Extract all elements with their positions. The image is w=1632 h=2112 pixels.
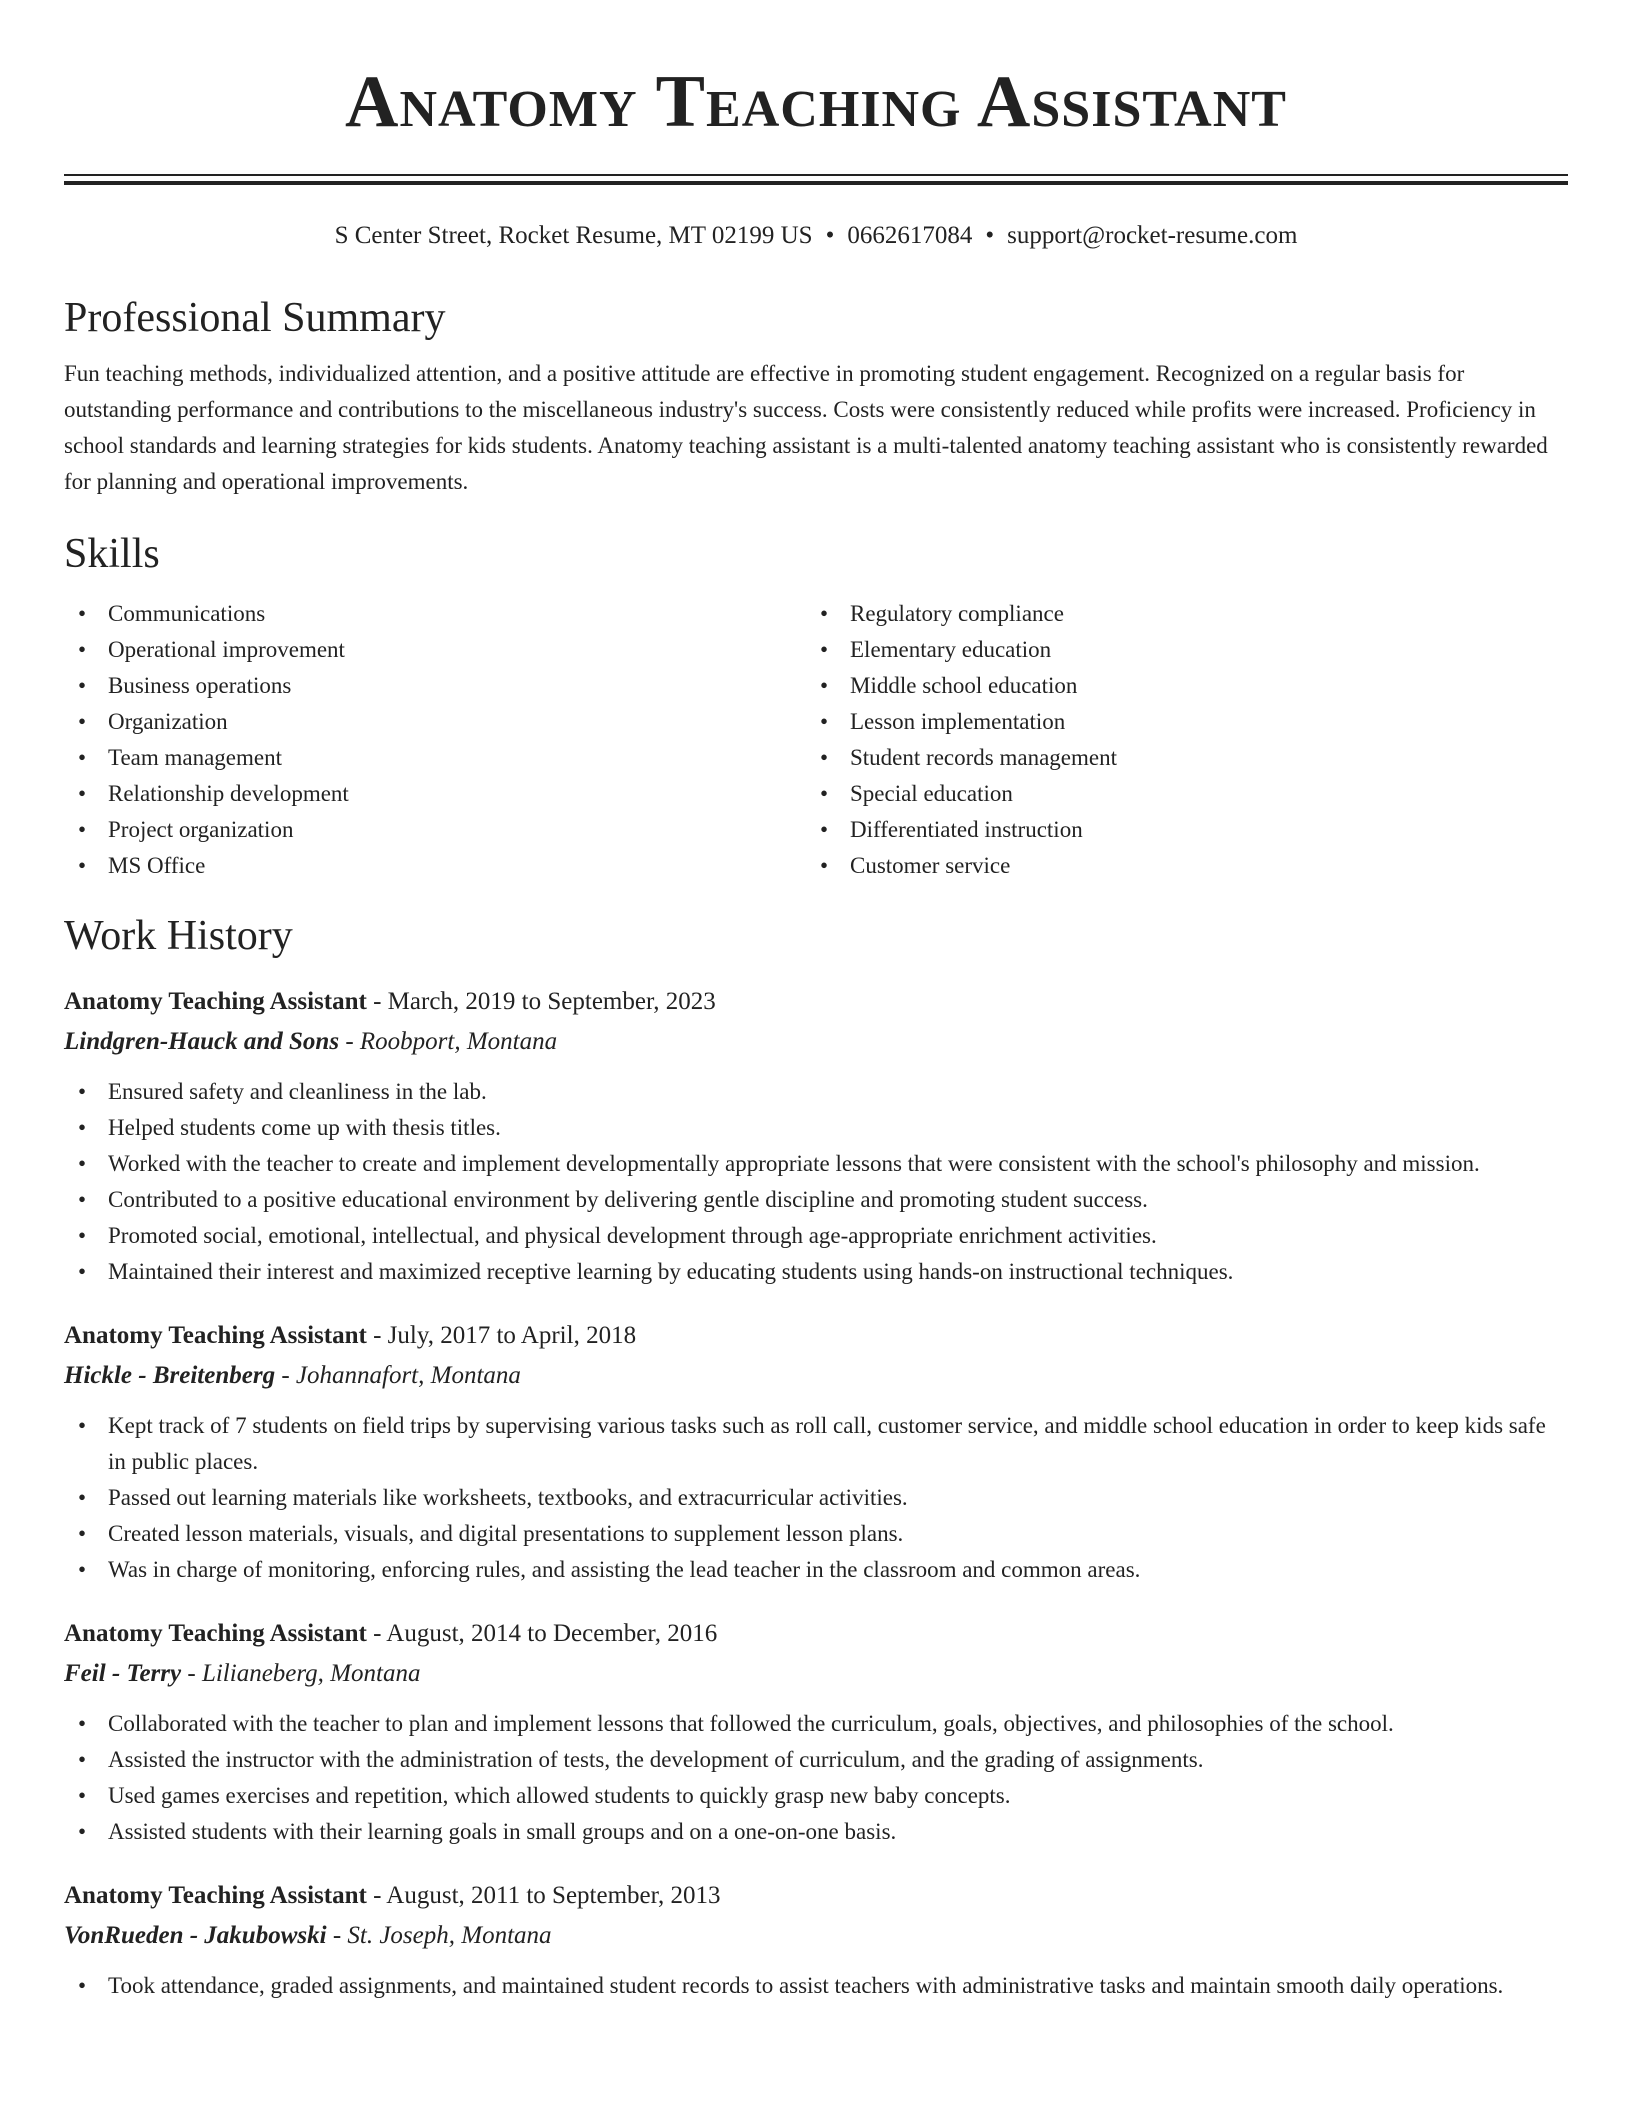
contact-separator: • xyxy=(825,222,835,249)
job-location: - Johannafort, Montana xyxy=(275,1362,521,1389)
duty-item: • Collaborated with the teacher to plan and implement lessons that followed the curriculum, goals, objectives, and philosophies of the school. xyxy=(78,1711,1394,1736)
skill-item: • Operational improvement xyxy=(78,637,345,662)
skills-list-right xyxy=(806,596,1548,884)
skill-item: • Communications xyxy=(78,601,266,626)
job-title-line xyxy=(64,1614,1568,1654)
skill-item: • Student records management xyxy=(820,745,1117,770)
skill-item: • Business operations xyxy=(78,673,292,698)
skill-item: • Team management xyxy=(78,745,283,770)
summary-heading: Professional Summary xyxy=(64,295,446,341)
job-company-line xyxy=(64,1356,1568,1396)
skill-item: • Special education xyxy=(820,781,1013,806)
job-dates: - July, 2017 to April, 2018 xyxy=(366,1322,637,1349)
skill-item: • Elementary education xyxy=(820,637,1052,662)
job-dates: - August, 2014 to December, 2016 xyxy=(366,1620,718,1647)
skill-item: • Relationship development xyxy=(78,781,349,806)
job-company-line xyxy=(64,1022,1568,1062)
job-company: Feil - Terry xyxy=(64,1660,182,1687)
duty-item: • Created lesson materials, visuals, and digital presentations to supplement lesson plans. xyxy=(78,1521,904,1546)
skills-heading: Skills xyxy=(64,531,160,577)
work-history-heading: Work History xyxy=(64,913,293,959)
job-title-line xyxy=(64,1876,1568,1916)
duty-item: • Worked with the teacher to create and implement developmentally appropriate lessons that were consistent with the school's philosophy and mission. xyxy=(78,1151,1480,1176)
job-title: Anatomy Teaching Assistant xyxy=(64,988,367,1015)
duty-item: • Assisted students with their learning goals in small groups and on a one-on-one basis. xyxy=(78,1819,897,1844)
job-title: Anatomy Teaching Assistant xyxy=(64,1882,367,1909)
job-duties xyxy=(64,1074,1568,1290)
skill-item: • Customer service xyxy=(820,853,1011,878)
contact-line xyxy=(64,220,1568,252)
job-company-line xyxy=(64,1916,1568,1956)
duty-item: • Contributed to a positive educational environment by delivering gentle discipline and promoting student success. xyxy=(78,1187,1148,1212)
duty-item: • Passed out learning materials like worksheets, textbooks, and extracurricular activities. xyxy=(78,1485,908,1510)
header-double-rule xyxy=(64,174,1568,185)
skill-item: • Differentiated instruction xyxy=(820,817,1083,842)
job-duties xyxy=(64,1706,1568,1850)
skill-item: • MS Office xyxy=(78,853,206,878)
job-company: Lindgren-Hauck and Sons xyxy=(64,1028,340,1055)
job-title-line xyxy=(64,982,1568,1022)
duty-item: • Ensured safety and cleanliness in the lab. xyxy=(78,1079,487,1104)
skill-item: • Lesson implementation xyxy=(820,709,1066,734)
job-company-line xyxy=(64,1654,1568,1694)
duty-item: • Maintained their interest and maximized receptive learning by educating students using hands-on instructional techniques. xyxy=(78,1259,1234,1284)
job-title-line xyxy=(64,1316,1568,1356)
duty-item: • Promoted social, emotional, intellectual, and physical development through age-appropriate enrichment activities. xyxy=(78,1223,1157,1248)
duty-item: • Kept track of 7 students on field trips by supervising various tasks such as roll call, customer service, and middle school education in order to keep kids safe in public places. xyxy=(78,1413,1546,1474)
job-title: Anatomy Teaching Assistant xyxy=(64,1620,367,1647)
resume-page xyxy=(64,0,1568,2004)
duty-item: • Took attendance, graded assignments, and maintained student records to assist teachers with administrative tasks and maintain smooth daily operations. xyxy=(78,1973,1504,1998)
duty-item: • Was in charge of monitoring, enforcing rules, and assisting the lead teacher in the classroom and common areas. xyxy=(78,1557,1141,1582)
job-dates: - August, 2011 to September, 2013 xyxy=(366,1882,721,1909)
skill-item: • Regulatory compliance xyxy=(820,601,1064,626)
duty-item: • Used games exercises and repetition, which allowed students to quickly grasp new baby concepts. xyxy=(78,1783,1011,1808)
job-entry xyxy=(64,1876,1568,2004)
contact-phone: 0662617084 xyxy=(847,222,973,249)
job-entry xyxy=(64,1316,1568,1588)
job-entry xyxy=(64,1614,1568,1850)
skill-item: • Middle school education xyxy=(820,673,1078,698)
duty-item: • Helped students come up with thesis titles. xyxy=(78,1115,501,1140)
skill-item: • Organization xyxy=(78,709,228,734)
job-duties xyxy=(64,1408,1568,1588)
candidate-name: Anatomy Teaching Assistant xyxy=(345,61,1287,143)
job-company: Hickle - Breitenberg xyxy=(64,1362,276,1389)
skills-columns xyxy=(64,596,1568,884)
contact-separator: • xyxy=(985,222,995,249)
summary-text: Fun teaching methods, individualized attention, and a positive attitude are effective in promoting student engagement. Recognized on a regular basis for outstanding performance and contributions to the miscellaneous industry's success. Costs were consistently reduced while profits were increased. Proficiency in school standards and learning strategies for kids students. Anatomy teaching assistant is a multi-talented anatomy teaching assistant who is consistently rewarded for planning and operational improvements. xyxy=(64,361,1548,494)
duty-item: • Assisted the instructor with the administration of tests, the development of curriculum, and the grading of assignments. xyxy=(78,1747,1204,1772)
job-entry xyxy=(64,982,1568,1290)
job-location: - Lilianeberg, Montana xyxy=(181,1660,421,1687)
job-dates: - March, 2019 to September, 2023 xyxy=(366,988,716,1015)
contact-address: S Center Street, Rocket Resume, MT 02199 US xyxy=(334,222,813,249)
job-duties xyxy=(64,1968,1568,2004)
skills-list-left xyxy=(64,596,806,884)
skill-item: • Project organization xyxy=(78,817,294,842)
contact-email: support@rocket-resume.com xyxy=(1007,222,1298,249)
job-location: - St. Joseph, Montana xyxy=(326,1922,552,1949)
job-company: VonRueden - Jakubowski xyxy=(64,1922,327,1949)
job-title: Anatomy Teaching Assistant xyxy=(64,1322,367,1349)
job-location: - Roobport, Montana xyxy=(339,1028,558,1055)
